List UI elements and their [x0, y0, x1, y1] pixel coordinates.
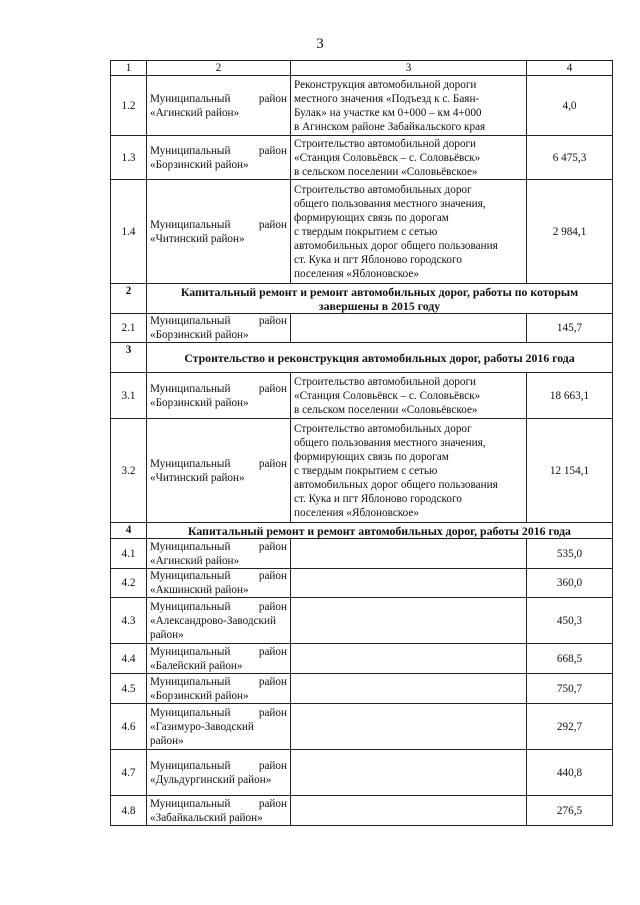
table-row — [111, 644, 613, 674]
row-number: 4.8 — [111, 796, 147, 826]
section-row — [111, 343, 613, 373]
work-description-cell — [291, 644, 527, 674]
column-header-2: 2 — [147, 61, 291, 76]
table-row — [111, 314, 613, 343]
work-description-cell: Строительство автомобильных дорог общего пользования местного значения, формирующих связь по дорогам с твердым покрытием с сетью автомобильных дорог общего пользования ст. Кука и пгт Яблоново городского поселения «Яблоновское» — [291, 180, 527, 284]
section-number: 2 — [111, 284, 147, 314]
table-row — [111, 136, 613, 180]
amount-cell: 292,7 — [527, 704, 613, 750]
amount-cell: 750,7 — [527, 674, 613, 704]
work-description-cell — [291, 796, 527, 826]
table-row — [111, 598, 613, 644]
column-header-3: 3 — [291, 61, 527, 76]
district-cell: Муниципальный район «Забайкальский район» — [147, 796, 291, 826]
row-number: 1.4 — [111, 180, 147, 284]
section-number: 3 — [111, 343, 147, 373]
row-number: 2.1 — [111, 314, 147, 343]
work-description-cell — [291, 704, 527, 750]
section-title: Строительство и реконструкция автомобильных дорог, работы 2016 года — [147, 343, 613, 373]
section-title: Капитальный ремонт и ремонт автомобильных дорог, работы по которым завершены в 2015 году — [147, 284, 613, 314]
amount-cell: 12 154,1 — [527, 419, 613, 523]
table-row — [111, 674, 613, 704]
district-cell: Муниципальный район «Борзинский район» — [147, 314, 291, 343]
page-number: 3 — [316, 36, 324, 52]
table-row — [111, 180, 613, 284]
road-works-table — [110, 60, 613, 826]
table-row — [111, 419, 613, 523]
row-number: 4.3 — [111, 598, 147, 644]
section-title: Капитальный ремонт и ремонт автомобильных дорог, работы 2016 года — [147, 523, 613, 539]
table-row — [111, 750, 613, 796]
row-number: 3.1 — [111, 373, 147, 419]
amount-cell: 4,0 — [527, 76, 613, 136]
row-number: 1.3 — [111, 136, 147, 180]
row-number: 4.7 — [111, 750, 147, 796]
amount-cell: 145,7 — [527, 314, 613, 343]
district-cell: Муниципальный район «Акшинский район» — [147, 569, 291, 598]
row-number: 3.2 — [111, 419, 147, 523]
table-row — [111, 796, 613, 826]
section-row — [111, 284, 613, 314]
district-cell: Муниципальный район «Газимуро-Заводский район» — [147, 704, 291, 750]
amount-cell: 18 663,1 — [527, 373, 613, 419]
work-description-cell: Строительство автомобильной дороги «Станция Соловьёвск – с. Соловьёвск» в сельском поселении «Соловьёвское» — [291, 136, 527, 180]
row-number: 4.5 — [111, 674, 147, 704]
column-header-1: 1 — [111, 61, 147, 76]
district-cell: Муниципальный район «Балейский район» — [147, 644, 291, 674]
amount-cell: 360,0 — [527, 569, 613, 598]
amount-cell: 6 475,3 — [527, 136, 613, 180]
work-description-cell: Строительство автомобильных дорог общего пользования местного значения, формирующих связь по дорогам с твердым покрытием с сетью автомобильных дорог общего пользования ст. Кука и пгт Яблоново городского поселения «Яблоновское» — [291, 419, 527, 523]
district-cell: Муниципальный район «Борзинский район» — [147, 373, 291, 419]
district-cell: Муниципальный район «Борзинский район» — [147, 674, 291, 704]
district-cell: Муниципальный район «Дульдургинский район» — [147, 750, 291, 796]
work-description-cell — [291, 674, 527, 704]
amount-cell: 2 984,1 — [527, 180, 613, 284]
district-cell: Муниципальный район «Александрово-Заводский район» — [147, 598, 291, 644]
work-description-cell — [291, 569, 527, 598]
work-description-cell: Реконструкция автомобильной дороги местного значения «Подъезд к с. Баян- Булак» на участке км 0+000 – км 4+000 в Агинском районе Забайкальского края — [291, 76, 527, 136]
table-body — [111, 61, 613, 826]
work-description-cell — [291, 598, 527, 644]
district-cell: Муниципальный район «Борзинский район» — [147, 136, 291, 180]
table-row — [111, 76, 613, 136]
row-number: 4.1 — [111, 539, 147, 569]
section-row — [111, 523, 613, 539]
work-description-cell: Строительство автомобильной дороги «Станция Соловьёвск – с. Соловьёвск» в сельском поселении «Соловьёвское» — [291, 373, 527, 419]
row-number: 1.2 — [111, 76, 147, 136]
table-row — [111, 373, 613, 419]
district-cell: Муниципальный район «Читинский район» — [147, 419, 291, 523]
work-description-cell — [291, 750, 527, 796]
table-row — [111, 704, 613, 750]
row-number: 4.6 — [111, 704, 147, 750]
amount-cell: 440,8 — [527, 750, 613, 796]
table-row — [111, 569, 613, 598]
work-description-cell — [291, 539, 527, 569]
amount-cell: 450,3 — [527, 598, 613, 644]
section-number: 4 — [111, 523, 147, 539]
district-cell: Муниципальный район «Агинский район» — [147, 76, 291, 136]
amount-cell: 535,0 — [527, 539, 613, 569]
table-row — [111, 539, 613, 569]
amount-cell: 668,5 — [527, 644, 613, 674]
row-number: 4.4 — [111, 644, 147, 674]
column-header-4: 4 — [527, 61, 613, 76]
amount-cell: 276,5 — [527, 796, 613, 826]
column-number-header-row — [111, 61, 613, 76]
district-cell: Муниципальный район «Агинский район» — [147, 539, 291, 569]
row-number: 4.2 — [111, 569, 147, 598]
district-cell: Муниципальный район «Читинский район» — [147, 180, 291, 284]
work-description-cell — [291, 314, 527, 343]
